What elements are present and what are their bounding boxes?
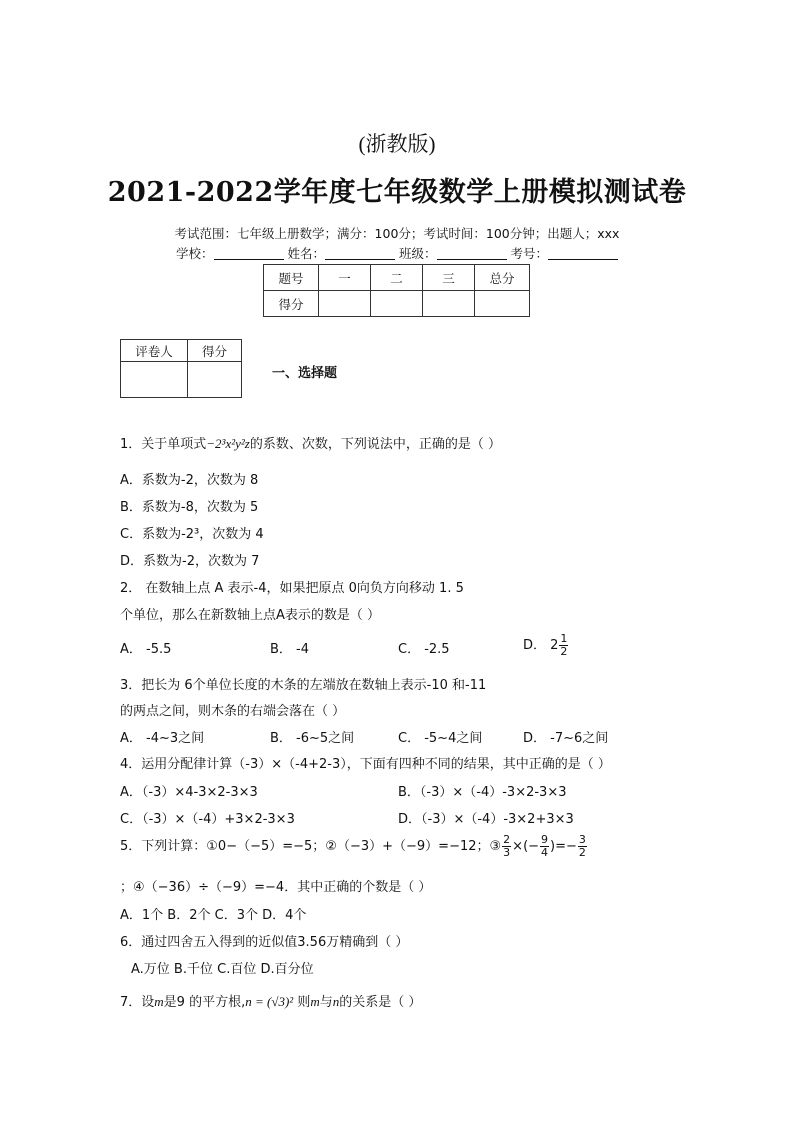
student-info-line — [0, 244, 794, 262]
name-label: 姓名： — [287, 246, 325, 261]
q1-expression: −2³x²y²z — [206, 436, 250, 451]
score-cell[interactable] — [371, 291, 423, 317]
section-title: 一、选择题 — [272, 366, 338, 381]
q2-line-2: 个单位，那么在新数轴上点A表示的数是（ ） — [120, 608, 381, 623]
q4-option-a[interactable]: A．（-3）×4-3×2-3×3 — [120, 785, 258, 800]
q4-option-d[interactable]: D．（-3）×（-4）-3×2+3×3 — [398, 812, 574, 827]
q5-prefix: 5．下列计算：①0−（−5）=−5；②（−3）+（−9）=−12；③ — [120, 839, 502, 854]
question-4: 4．运用分配律计算（-3）×（-4+2-3），下面有四种不同的结果，其中正确的是（ ） — [120, 757, 611, 772]
fraction-denominator: 2 — [560, 645, 568, 658]
grader-table — [120, 339, 242, 398]
q2-option-a[interactable]: A． -5.5 — [120, 642, 172, 657]
fraction-denominator: 4 — [541, 846, 549, 859]
grader-cell[interactable] — [121, 362, 188, 398]
score-cell[interactable] — [319, 291, 371, 317]
question-6: 6．通过四舍五入得到的近似值3.56万精确到（ ） — [120, 935, 409, 950]
school-blank[interactable] — [214, 247, 284, 260]
page-title: 2021-2022学年度七年级数学上册模拟测试卷 — [107, 177, 687, 208]
edition-label: (浙教版) — [358, 132, 436, 156]
score-header: 总分 — [475, 265, 530, 291]
score-header: 一 — [319, 265, 371, 291]
q1-suffix: 的系数、次数，下列说法中，正确的是（ ） — [249, 437, 501, 452]
q1-option-a[interactable]: A．系数为-2，次数为 8 — [120, 473, 259, 488]
q2-option-d-label: D． 2 — [523, 638, 559, 653]
q7-suffix: 的关系是（ ） — [339, 995, 422, 1010]
class-label: 班级： — [398, 246, 437, 261]
q5-times: ×(− — [512, 839, 540, 854]
q3-option-a[interactable]: A． -4~3之间 — [120, 731, 205, 746]
q7-n-expression: n = (√3)² — [245, 994, 294, 1009]
q3-line-2: 的两点之间，则木条的右端会落在（ ） — [120, 704, 346, 719]
question-7 — [120, 991, 421, 1010]
question-1 — [120, 433, 501, 452]
q5-options[interactable]: A．1个 B．2个 C．3个 D．4个 — [120, 908, 307, 923]
exam-no-label: 考号： — [510, 246, 548, 261]
q3-option-c[interactable]: C． -5~4之间 — [398, 731, 483, 746]
score-cell[interactable] — [475, 291, 530, 317]
score-header: 二 — [371, 265, 423, 291]
q2-option-c[interactable]: C． -2.5 — [398, 642, 450, 657]
q7-text: 与 — [319, 995, 333, 1010]
fraction-denominator: 3 — [503, 846, 511, 859]
q1-option-b[interactable]: B．系数为-8，次数为 5 — [120, 500, 259, 515]
fraction-numerator: 2 — [503, 833, 511, 846]
exam-no-blank[interactable] — [548, 247, 618, 260]
fraction-numerator: 3 — [578, 833, 586, 846]
q5-fraction-c — [578, 834, 587, 859]
var-m: m — [310, 994, 320, 1009]
q2-line-1: 2． 在数轴上点 A 表示-4，如果把原点 0向负方向移动 1. 5 — [120, 581, 464, 596]
q3-option-b[interactable]: B． -6~5之间 — [270, 731, 355, 746]
score-cell[interactable] — [423, 291, 475, 317]
fraction-numerator: 9 — [541, 833, 549, 846]
q2-option-b[interactable]: B． -4 — [270, 642, 310, 657]
q7-text: 是9 的平方根, — [163, 995, 246, 1010]
score-row-label: 得分 — [264, 291, 319, 317]
q5-fraction-b — [540, 834, 549, 859]
fraction-denominator: 2 — [578, 846, 586, 859]
name-blank[interactable] — [325, 247, 395, 260]
q5-line-1 — [120, 834, 588, 859]
class-blank[interactable] — [437, 247, 507, 260]
q7-text: 则 — [293, 995, 311, 1010]
q3-line-1: 3．把长为 6个单位长度的木条的左端放在数轴上表示-10 和-11 — [120, 678, 487, 693]
q5-equals: )=− — [550, 839, 577, 854]
grader-cell[interactable] — [188, 362, 242, 398]
grader-header: 评卷人 — [121, 340, 188, 362]
q5-line-2: ；④（−36）÷（−9）=−4．其中正确的个数是（ ） — [120, 880, 432, 895]
q1-option-c[interactable]: C．系数为-2³，次数为 4 — [120, 527, 264, 542]
grader-header: 得分 — [188, 340, 242, 362]
var-m: m — [154, 994, 164, 1009]
school-label: 学校： — [175, 246, 214, 261]
q4-option-b[interactable]: B．（-3）×（-4）-3×2-3×3 — [398, 785, 567, 800]
q7-prefix: 7．设 — [120, 995, 155, 1010]
q6-options[interactable]: A.万位 B.千位 C.百位 D.百分位 — [131, 962, 314, 977]
q3-option-d[interactable]: D． -7~6之间 — [523, 731, 609, 746]
q5-fraction-a — [502, 834, 511, 859]
fraction-numerator: 1 — [560, 632, 568, 645]
score-table — [263, 264, 530, 317]
q2-d-fraction — [559, 633, 568, 658]
q1-option-d[interactable]: D．系数为-2，次数为 7 — [120, 554, 260, 569]
q4-option-c[interactable]: C．（-3）×（-4）+3×2-3×3 — [120, 812, 295, 827]
q2-option-d[interactable] — [523, 633, 569, 658]
score-header: 题号 — [264, 265, 319, 291]
score-header: 三 — [423, 265, 475, 291]
exam-info: 考试范围：七年级上册数学；满分：100分；考试时间：100分钟；出题人；xxx — [174, 226, 620, 241]
var-n: n — [332, 994, 340, 1009]
q1-prefix: 1．关于单项式 — [120, 437, 207, 452]
